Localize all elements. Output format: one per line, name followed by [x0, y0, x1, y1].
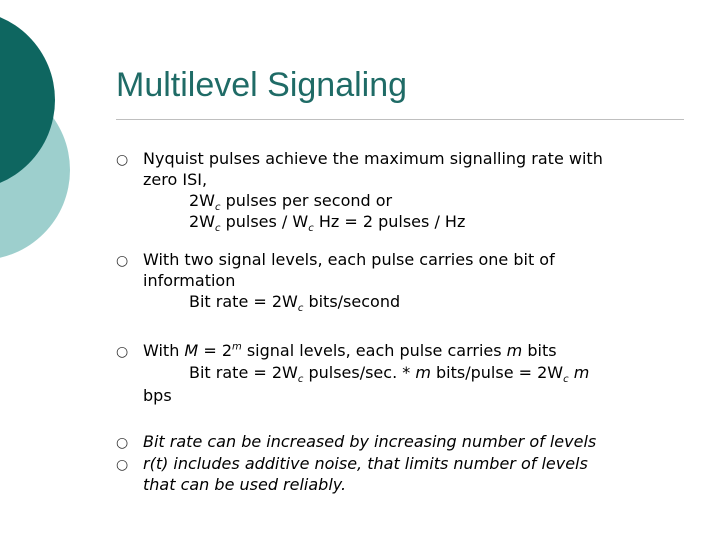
bullet-item-bit-rate: [116, 431, 686, 452]
formula-line: Bit rate = $2W_c$ bits/second: [189, 292, 401, 315]
bullet-icon: ○: [116, 344, 129, 360]
bullet-icon: ○: [116, 457, 129, 473]
formula-line: Bit rate = $2W_c$ pulses/sec. * m bits/pulse = $2W_c$ m: [189, 363, 590, 386]
formula-line: $2W_c$ pulses per second or: [189, 191, 393, 214]
bullet-line: Bit rate can be increased by increasing number of levels: [143, 432, 597, 451]
bullet-item-two-levels: [116, 249, 686, 315]
bullet-line: With $M = 2^m$ signal levels, each pulse carries m bits: [143, 341, 557, 360]
bullet-icon: ○: [116, 435, 129, 451]
bullet-item-nyquist: [116, 148, 686, 235]
bullet-icon: ○: [116, 152, 129, 168]
bullet-line: r(t) includes additive noise, that limits number of levels: [143, 454, 588, 473]
bullet-line: Nyquist pulses achieve the maximum signalling rate with: [143, 149, 603, 168]
bullet-line: that can be used reliably.: [143, 475, 347, 494]
bullet-item-m-levels: [116, 340, 686, 406]
bullet-icon: ○: [116, 253, 129, 269]
slide-title: Multilevel Signaling: [116, 66, 408, 104]
formula-line: $2W_c$ pulses / $W_c$ Hz = 2 pulses / Hz: [189, 212, 466, 235]
bullet-line: information: [143, 271, 236, 290]
title-divider: [116, 119, 684, 120]
bullet-item-noise: [116, 453, 686, 495]
bullet-line: bps: [143, 386, 172, 405]
bullet-line: With two signal levels, each pulse carries one bit of: [143, 250, 555, 269]
decorative-circles: [0, 0, 120, 300]
bullet-line: zero ISI,: [143, 170, 208, 189]
